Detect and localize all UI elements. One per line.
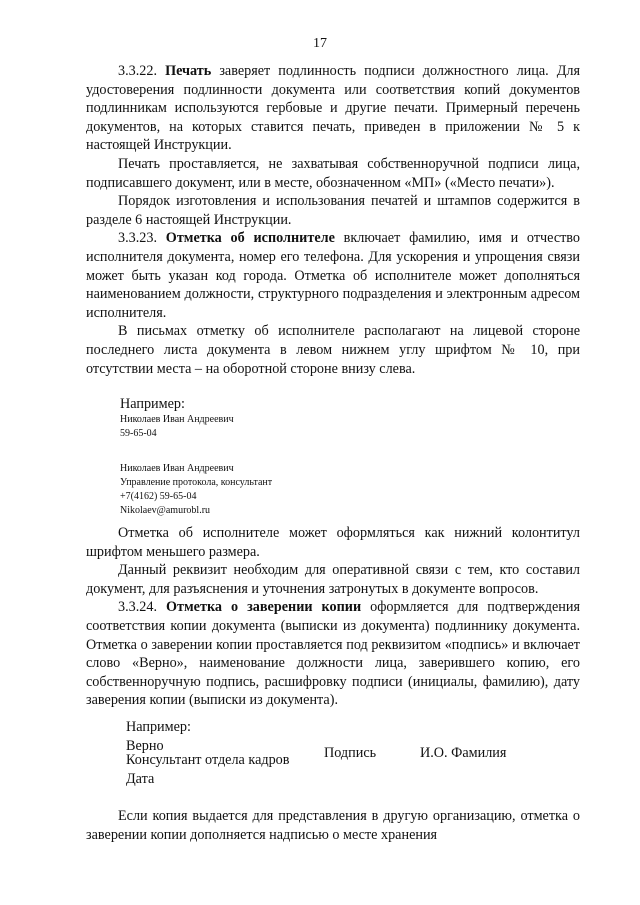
certification-verno: Верно — [126, 738, 164, 754]
paragraph — [86, 229, 580, 322]
section-3-3-22 — [86, 62, 580, 378]
clause-term: Отметка об исполнителе — [165, 230, 335, 247]
certification-signature: Подпись — [324, 745, 377, 761]
paragraph: Данный реквизит необходим для оперативной связи с тем, кто составил документ, для разъяснения и уточнения затронутых в документе вопросов. — [86, 562, 580, 597]
paragraph: Порядок изготовления и использования печатей и штампов содержится в разделе 6 настоящей Инструкции. — [86, 193, 580, 228]
section-continuation — [86, 807, 580, 844]
section-3-3-24 — [86, 524, 580, 710]
clause-number: 3.3.24. — [118, 599, 158, 616]
clause-term: Отметка о заверении копии — [166, 599, 362, 616]
example-executor-full — [120, 462, 272, 518]
certification-position: Консультант отдела кадров — [126, 752, 290, 768]
executor-phone: +7(4162) 59-65-04 — [120, 491, 197, 502]
certification-date: Дата — [126, 771, 155, 787]
paragraph: Отметка об исполнителе может оформляться как нижний колонтитул шрифтом меньшего размера. — [86, 525, 580, 560]
paragraph — [86, 62, 580, 155]
clause-text: оформляется для подтверждения соответствия копии документа (выписки из документа) подлиннику документа. Отметка о заверении копии проставляется под реквизитом «подпись» и включает слово «Верно», наименование должности лица, заверившего копию, его собственноручную подпись, расшифровку подписи (инициалы, фамилию), дату заверения копии (выписки из документа). — [86, 599, 581, 709]
paragraph: В письмах отметку об исполнителе располагают на лицевой стороне последнего листа документа в левом нижнем углу шрифтом № 10, при отсутствии места – на оборотной стороне внизу слева. — [86, 323, 580, 377]
executor-phone: 59-65-04 — [120, 428, 157, 439]
paragraph: Если копия выдается для представления в другую организацию, отметка о заверении копии дополняется надписью о месте хранения — [86, 808, 580, 843]
clause-term: Печать — [165, 63, 212, 79]
page-number: 17 — [313, 36, 327, 51]
clause-number: 3.3.23. — [118, 230, 158, 247]
clause-text: включает фамилию, имя и отчество исполнителя документа, номер его телефона. Для ускорения и упрощения связи может быть указан код города. Отметка об исполнителе может дополняться наименованием должности, структурного подразделения и электронным адресом исполнителя. — [86, 230, 581, 321]
paragraph — [86, 598, 580, 710]
executor-email: Nikolaev@amurobl.ru — [120, 505, 211, 516]
example-label: Например: — [120, 396, 185, 412]
clause-text: заверяет подлинность подписи должностного лица. Для удостоверения подлинности документа или соответствия копий документов подлинникам используются гербовые и другие печати. Примерный перечень документов, на которых ставится печать, приведен в приложении № 5 к настоящей Инструкции. — [86, 63, 581, 154]
executor-name: Николаев Иван Андреевич — [120, 414, 234, 425]
clause-number: 3.3.22. — [118, 63, 158, 79]
executor-position: Управление протокола, консультант — [120, 477, 273, 488]
paragraph: Печать проставляется, не захватывая собственноручной подписи лица, подписавшего документ, или в месте, обозначенном «МП» («Место печати»). — [86, 155, 580, 191]
example-executor-short — [120, 413, 234, 441]
executor-name: Николаев Иван Андреевич — [120, 463, 234, 474]
certification-name: И.О. Фамилия — [420, 745, 507, 761]
example-label: Например: — [126, 719, 191, 735]
